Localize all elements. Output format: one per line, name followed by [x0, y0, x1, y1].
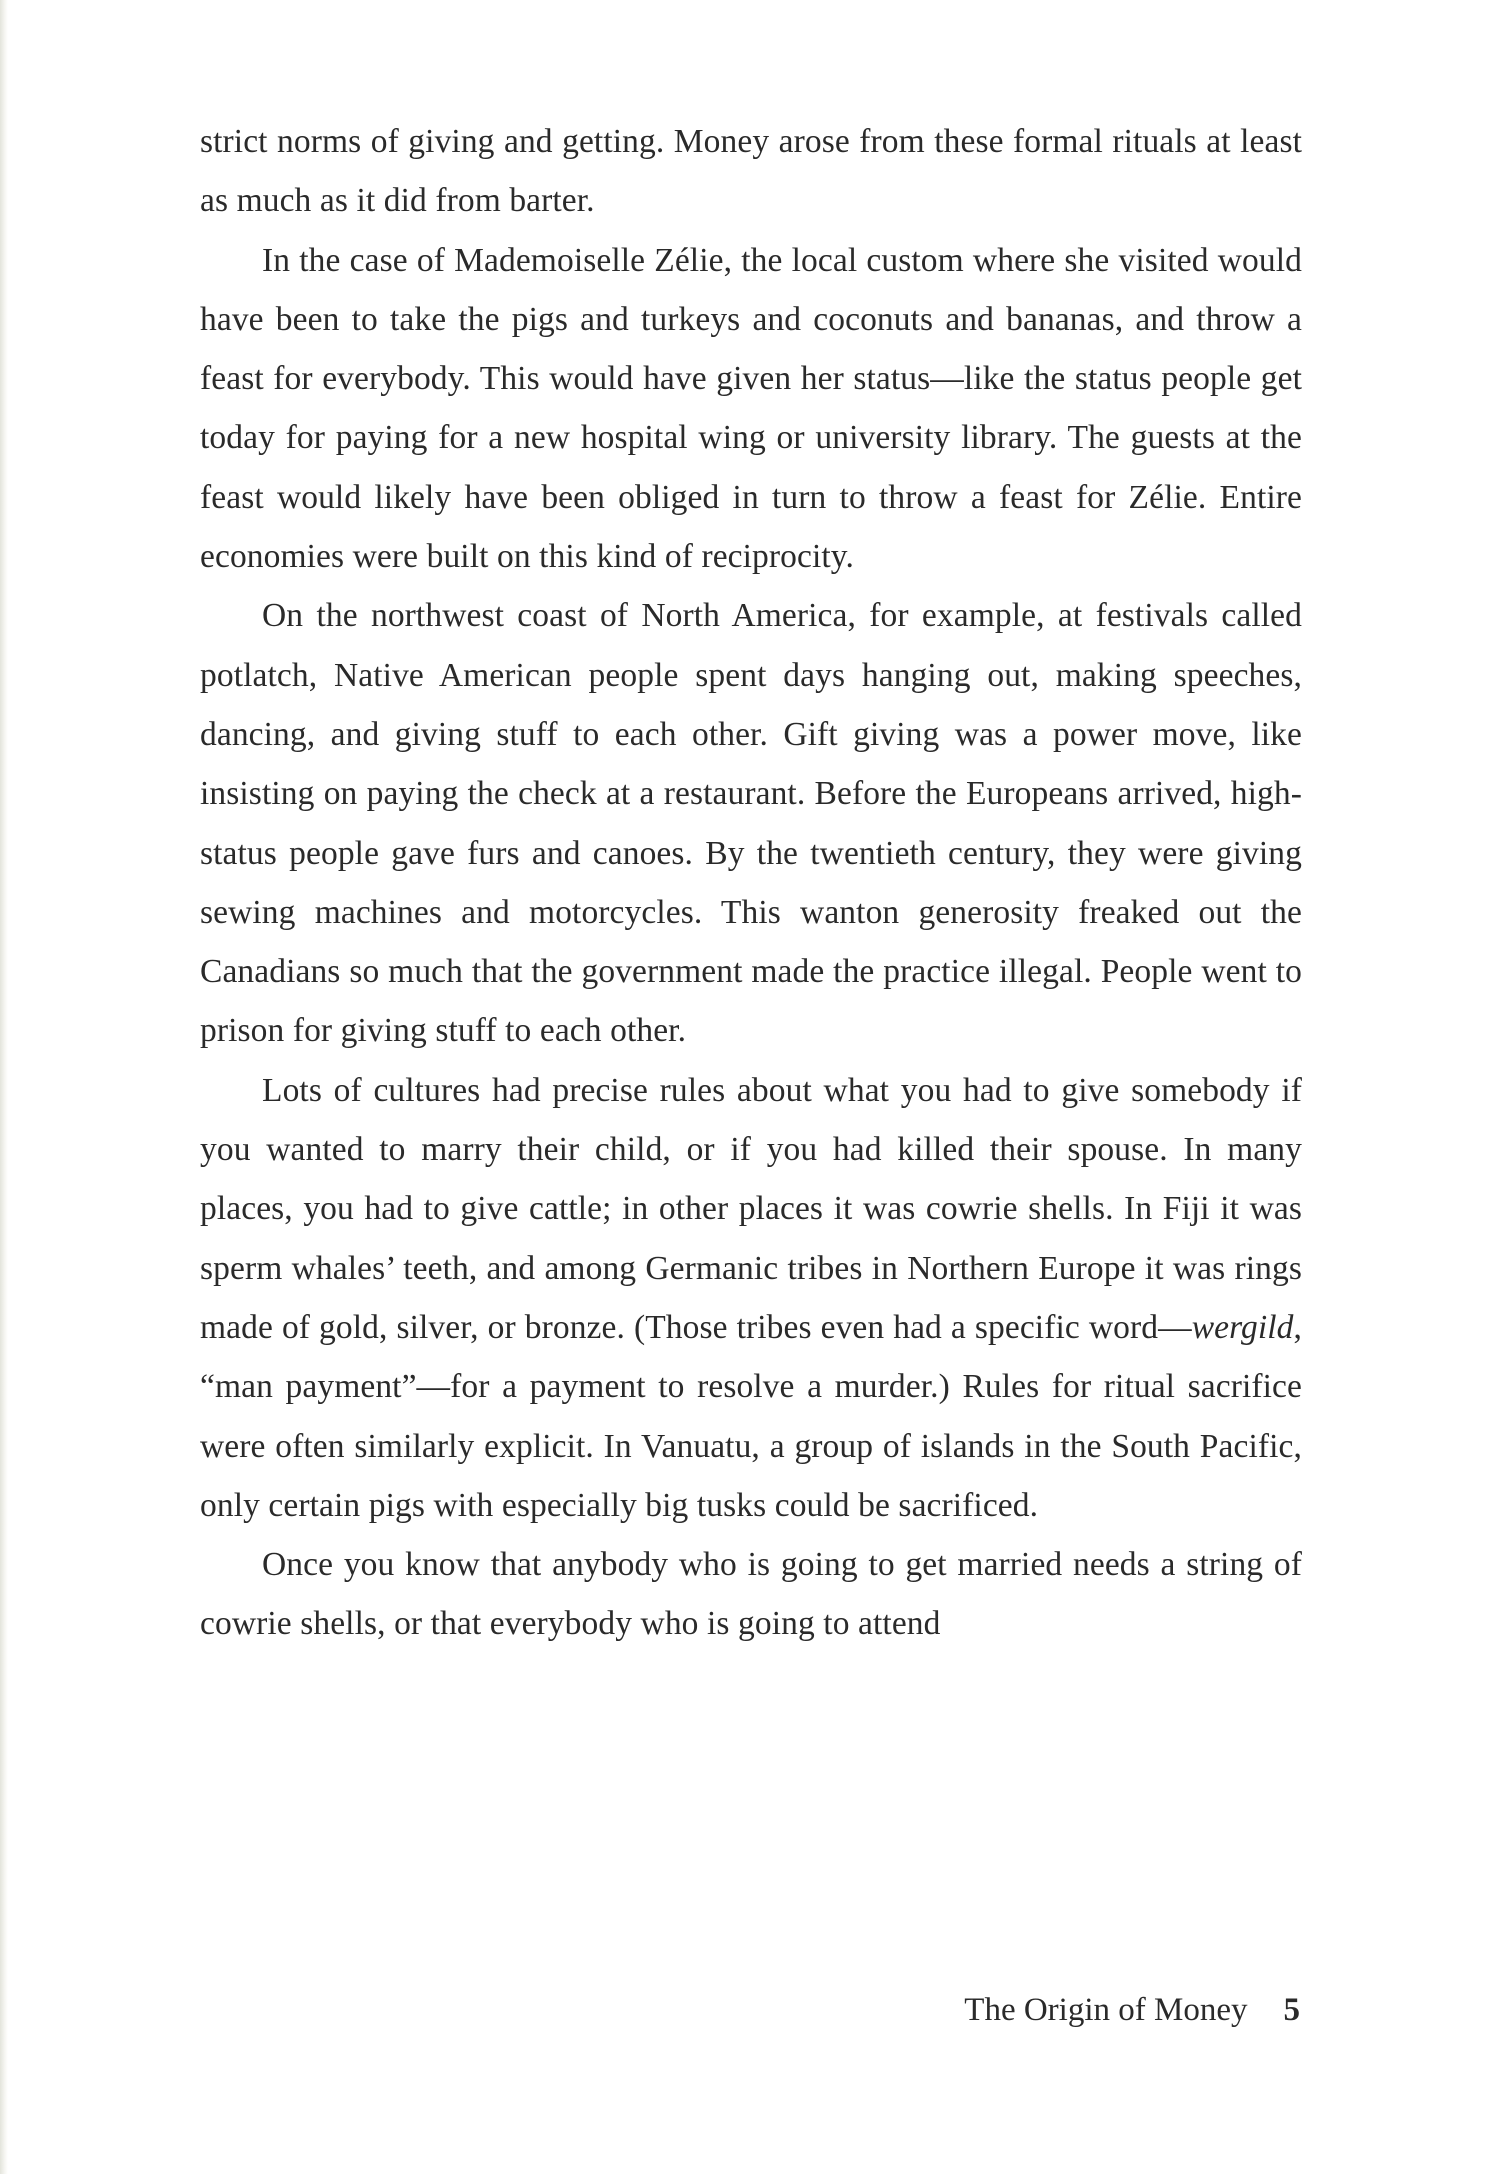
page-number: 5 [1283, 1992, 1300, 2028]
paragraph-4-text-a: Lots of cultures had precise rules about what you had to give somebody if you wanted to marry their child, or if you had killed their spouse. In many places, you had to give cattle; in other places it was cowrie shells. In Fiji it was sperm whales’ teeth, and among Germanic tribes in Northern Europe it was rings made of gold, silver, or bronze. (Those tribes even had a specific word— [200, 1071, 1302, 1346]
running-title: The Origin of Money [964, 1992, 1248, 2028]
paragraph-4-text-b: , “man payment”—for a payment to resolve a murder.) Rules for ritual sacrifice were often similarly explicit. In Vanuatu, a group of islands in the South Pacific, only certain pigs with especially big tusks could be sacrificed. [200, 1308, 1302, 1524]
paragraph-5: Once you know that anybody who is going to get married needs a string of cowrie shells, or that everybody who is going to attend [200, 1546, 1302, 1643]
paragraph-2: In the case of Mademoiselle Zélie, the local custom where she visited would have been to take the pigs and turkeys and coconuts and bananas, and throw a feast for everybody. This would have given her status—like the status people get today for paying for a new hospital wing or university library. The guests at the feast would likely have been obliged in turn to throw a feast for Zélie. Entire economies were built on this kind of reciprocity. [200, 241, 1302, 576]
body-text [200, 112, 1302, 1654]
paragraph-1: strict norms of giving and getting. Money arose from these formal rituals at least as much as it did from barter. [200, 123, 1302, 220]
paragraph-3: On the northwest coast of North America, for example, at festivals called potlatch, Native American people spent days hanging out, making speeches, dancing, and giving stuff to each other. Gift giving was a power move, like insisting on paying the check at a restaurant. Before the Europeans arrived, high-status people gave furs and canoes. By the twentieth century, they were giving sewing machines and motorcycles. This wanton generosity freaked out the Canadians so much that the government made the practice illegal. People went to prison for giving stuff to each other. [200, 597, 1302, 1050]
paragraph-4 [200, 1061, 1302, 1535]
italic-term-wergild: wergild [1191, 1308, 1294, 1346]
page-footer [964, 1990, 1300, 2030]
page-edge-shadow [0, 0, 8, 2174]
